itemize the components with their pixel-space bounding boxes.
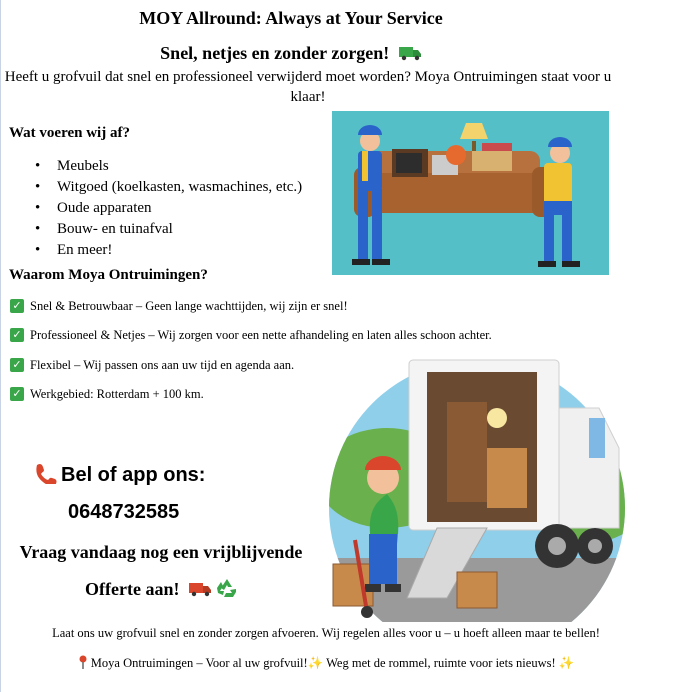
- list-item: • Witgoed (koelkasten, wasmachines, etc.): [35, 179, 303, 195]
- page-title: MOY Allround: Always at Your Service: [139, 8, 443, 28]
- pin-icon: [78, 655, 88, 669]
- footer-row: [1, 655, 651, 671]
- call-row: [33, 462, 205, 487]
- call-label: Bel of app ons:: [61, 464, 206, 486]
- offer-line-2: Offerte aan!: [85, 579, 180, 599]
- subtitle: Snel, netjes en zonder zorgen!: [160, 43, 390, 63]
- footer-line-1: Laat ons uw grofvuil snel en zonder zorgen afvoeren. Wij regelen alles voor u – u hoeft alleen maar te bellen!: [52, 626, 600, 640]
- why-item: ✓ Flexibel – Wij passen ons aan uw tijd en agenda aan.: [10, 356, 294, 374]
- why-item: ✓ Snel & Betrouwbaar – Geen lange wachttijden, wij zijn er snel!: [10, 297, 348, 315]
- list-item: • Oude apparaten: [35, 200, 152, 216]
- why-title: Waarom Moya Ontruimingen?: [9, 267, 208, 283]
- truck-icon: [398, 45, 422, 61]
- check-icon: ✓: [10, 328, 24, 342]
- offer-row: [85, 578, 238, 600]
- why-item: ✓ Werkgebied: Rotterdam + 100 km.: [10, 385, 204, 403]
- phone-number[interactable]: 0648732585: [68, 501, 180, 523]
- list-item: • Meubels: [35, 158, 109, 174]
- recycle-icon: [216, 578, 238, 598]
- intro-text: Heeft u grofvuil dat snel en professioneel verwijderd moet worden? Moya Ontruimingen staat voor u klaar!: [4, 69, 612, 105]
- truck-icon: [188, 581, 212, 597]
- check-icon: ✓: [10, 299, 24, 313]
- check-icon: ✓: [10, 358, 24, 372]
- list-item: • En meer!: [35, 242, 113, 258]
- subtitle-row: [1, 43, 581, 64]
- services-title: Wat voeren wij af?: [9, 125, 130, 141]
- movers-sofa-illustration: [332, 111, 609, 275]
- check-icon: ✓: [10, 387, 24, 401]
- footer-line-2: Moya Ontruimingen – Voor al uw grofvuil!✨ Weg met de rommel, ruimte voor iets nieuws! ✨: [90, 656, 575, 670]
- services-list: [9, 156, 339, 261]
- why-item: ✓ Professioneel & Netjes – Wij zorgen voor een nette afhandeling en laten alles schoon achter.: [10, 326, 492, 344]
- list-item: • Bouw- en tuinafval: [35, 221, 173, 237]
- moving-truck-illustration: [327, 358, 627, 622]
- phone-icon: [33, 462, 57, 484]
- offer-line-1: Vraag vandaag nog een vrijblijvende: [19, 542, 303, 562]
